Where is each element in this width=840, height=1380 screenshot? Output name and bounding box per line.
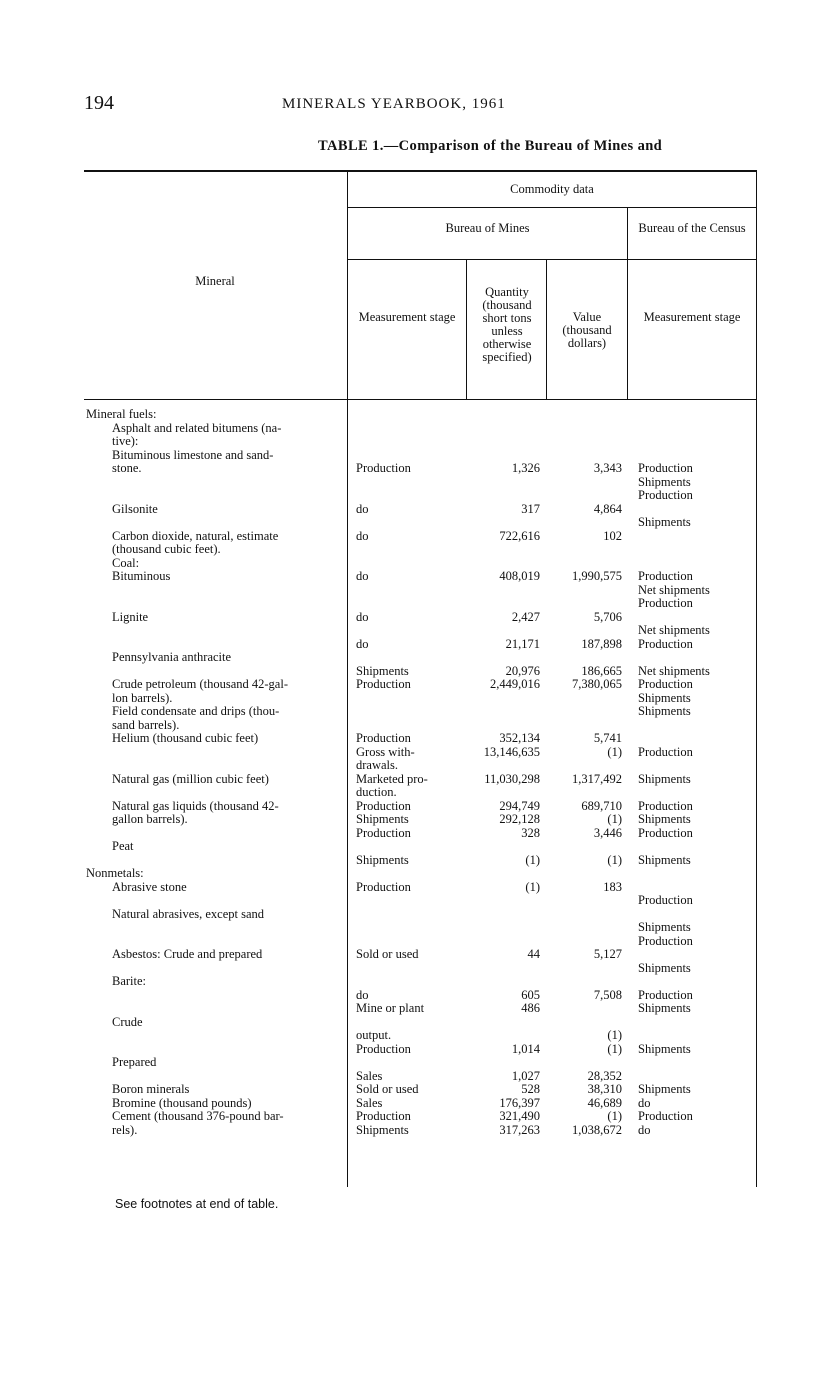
mineral-cell: Field condensate and drips (thou- <box>112 704 280 718</box>
quantity-cell: 1,027 <box>511 1068 540 1083</box>
value-cell: 1,038,672 <box>572 1122 622 1137</box>
stage-cell: do <box>356 609 369 624</box>
table-caption: TABLE 1.—Comparison of the Bureau of Mines and <box>318 138 663 154</box>
census-stage-cell: Production <box>638 596 693 610</box>
census-stage-cell: do <box>638 1122 651 1137</box>
stage-cell: Production <box>356 798 411 813</box>
value-cell: (1) <box>607 812 622 826</box>
quantity-cell: (1) <box>525 879 540 894</box>
quantity-cell: (1) <box>525 852 540 867</box>
census-stage-cell: Net shipments <box>638 623 710 637</box>
mineral-cell: Crude <box>112 1014 143 1029</box>
value-cell: 186,665 <box>581 663 622 678</box>
mineral-cell: Cement (thousand 376-pound bar- <box>112 1109 284 1123</box>
stage-cell: do <box>356 636 369 651</box>
value-cell: 102 <box>603 528 622 543</box>
mineral-cell: tive): <box>112 434 139 448</box>
value-cell: 7,508 <box>593 987 622 1002</box>
value-cell: 5,706 <box>593 609 622 624</box>
census-stage-cell: Net shipments <box>638 582 710 597</box>
quantity-cell: 352,134 <box>499 731 540 745</box>
stage-cell: do <box>356 987 369 1002</box>
census-stage-cell: Production <box>638 744 693 759</box>
mineral-cell: Bromine (thousand pounds) <box>112 1095 252 1110</box>
page-number: 194 <box>84 92 114 114</box>
census-stage-cell: Shipments <box>638 474 691 489</box>
header-value: Value (thousand dollars) <box>562 310 612 350</box>
value-cell: 689,710 <box>581 798 622 813</box>
census-stage-cell: Shipments <box>638 771 691 786</box>
stage-cell: Sales <box>356 1068 383 1083</box>
value-cell: (1) <box>607 1041 622 1056</box>
mineral-cell: Pennsylvania anthracite <box>112 650 232 664</box>
stage-cell: duction. <box>356 785 397 799</box>
col-rule-3 <box>546 260 547 400</box>
quantity-cell: 44 <box>527 947 540 961</box>
stage-cell: Production <box>356 1041 411 1056</box>
col-rule-1 <box>347 172 348 1187</box>
mineral-cell: Helium (thousand cubic feet) <box>112 731 259 745</box>
header-census-measurement-stage: Measurement stage <box>643 310 741 324</box>
value-cell: (1) <box>607 852 622 867</box>
quantity-cell: 528 <box>521 1082 540 1096</box>
mineral-cell: Boron minerals <box>112 1082 190 1096</box>
value-cell: 5,741 <box>593 731 622 745</box>
census-stage-cell: Shipments <box>638 852 691 867</box>
value-cell: 3,446 <box>593 825 622 840</box>
value-cell: 5,127 <box>593 947 622 961</box>
mineral-cell: Coal: <box>112 555 140 570</box>
footnote: See footnotes at end of table. <box>115 1197 279 1211</box>
quantity-cell: 317,263 <box>499 1122 540 1137</box>
value-cell: (1) <box>607 744 622 759</box>
census-stage-cell: Production <box>638 461 693 475</box>
stage-cell: Sold or used <box>356 947 419 961</box>
value-cell: 183 <box>603 879 622 894</box>
mineral-cell: Prepared <box>112 1055 157 1069</box>
stage-cell: Production <box>356 879 411 894</box>
census-stage-cell: Shipments <box>638 1001 691 1015</box>
value-cell: 46,689 <box>587 1095 622 1110</box>
stage-cell: Shipments <box>356 1122 409 1137</box>
census-stage-cell: Production <box>638 825 693 840</box>
census-stage-cell: Shipments <box>638 960 691 975</box>
quantity-cell: 408,019 <box>499 569 540 583</box>
value-cell: 1,990,575 <box>572 569 622 583</box>
stage-cell: Sold or used <box>356 1082 419 1096</box>
mineral-cell: Barite: <box>112 974 147 988</box>
quantity-cell: 722,616 <box>499 528 540 543</box>
census-stage-cell: Shipments <box>638 920 691 934</box>
quantity-cell: 13,146,635 <box>483 744 540 759</box>
stage-cell: Shipments <box>356 812 409 826</box>
quantity-cell: 328 <box>521 825 540 840</box>
stage-cell: Gross with- <box>356 744 415 759</box>
header-commodity-data: Commodity data <box>510 182 594 196</box>
table-top-rule <box>84 170 757 172</box>
mineral-cell: Mineral fuels: <box>86 407 157 421</box>
header-bottom-rule <box>84 399 757 400</box>
census-stage-cell: Production <box>638 488 693 502</box>
mineral-cell: Crude petroleum (thousand 42-gal- <box>112 677 288 691</box>
census-stage-cell: Production <box>638 893 693 907</box>
mineral-cell: Natural gas liquids (thousand 42- <box>112 798 279 813</box>
quantity-cell: 317 <box>521 501 540 516</box>
commodity-rule <box>348 207 757 208</box>
stage-cell: Production <box>356 825 411 840</box>
census-stage-cell: Production <box>638 1109 693 1123</box>
census-stage-cell: Shipments <box>638 515 691 529</box>
census-stage-cell: Production <box>638 987 693 1002</box>
header-mineral: Mineral <box>195 274 235 288</box>
quantity-cell: 292,128 <box>499 812 540 826</box>
census-stage-cell: do <box>638 1095 651 1110</box>
quantity-cell: 294,749 <box>499 798 540 813</box>
quantity-cell: 605 <box>521 987 540 1002</box>
census-stage-cell: Production <box>638 677 693 691</box>
header-measurement-stage: Measurement stage <box>358 310 456 324</box>
quantity-cell: 486 <box>521 1001 540 1015</box>
mineral-cell: lon barrels). <box>112 690 173 705</box>
stage-cell: Production <box>356 677 411 691</box>
mineral-cell: Bituminous limestone and sand- <box>112 447 274 462</box>
census-stage-cell: Shipments <box>638 704 691 718</box>
mineral-cell: Lignite <box>112 609 149 624</box>
census-stage-cell: Production <box>638 798 693 813</box>
value-cell: 7,380,065 <box>572 677 622 691</box>
mineral-cell: Natural abrasives, except sand <box>112 906 265 921</box>
census-stage-cell: Production <box>638 569 693 583</box>
mineral-cell: Bituminous <box>112 569 171 583</box>
mineral-cell: Carbon dioxide, natural, estimate <box>112 528 279 543</box>
mineral-cell: Gilsonite <box>112 501 158 516</box>
stage-cell: Marketed pro- <box>356 771 428 786</box>
census-stage-cell: Shipments <box>638 1041 691 1056</box>
mineral-cell: Asbestos: Crude and prepared <box>112 947 263 961</box>
census-stage-cell: Shipments <box>638 1082 691 1096</box>
quantity-cell: 321,490 <box>499 1109 540 1123</box>
quantity-cell: 21,171 <box>505 636 540 651</box>
census-stage-cell: Production <box>638 933 693 948</box>
quantity-cell: 20,976 <box>505 663 540 678</box>
census-stage-cell: Shipments <box>638 690 691 705</box>
header-bureau-of-census: Bureau of the Census <box>638 221 746 235</box>
stage-cell: do <box>356 528 369 543</box>
mineral-cell: Peat <box>112 839 134 853</box>
mineral-cell: Asphalt and related bitumens (na- <box>112 420 282 435</box>
value-cell: 187,898 <box>581 636 622 651</box>
value-cell: 3,343 <box>593 461 622 475</box>
mineral-cell: (thousand cubic feet). <box>112 542 221 556</box>
stage-cell: drawals. <box>356 758 398 772</box>
census-stage-cell: Net shipments <box>638 663 710 678</box>
quantity-cell: 1,326 <box>511 461 540 475</box>
value-cell: (1) <box>607 1109 622 1123</box>
running-header: MINERALS YEARBOOK, 1961 <box>282 96 506 112</box>
col-rule-2 <box>466 260 467 400</box>
mineral-cell: sand barrels). <box>112 717 180 732</box>
census-stage-cell: Production <box>638 636 693 651</box>
quantity-cell: 2,427 <box>511 609 540 624</box>
mineral-cell: gallon barrels). <box>112 812 188 826</box>
quantity-cell: 2,449,016 <box>490 677 540 691</box>
value-cell: 4,864 <box>593 501 622 516</box>
mineral-cell: stone. <box>112 461 142 475</box>
stage-cell: Shipments <box>356 663 409 678</box>
mineral-cell: Natural gas (million cubic feet) <box>112 771 269 786</box>
mineral-cell: Nonmetals: <box>86 866 144 880</box>
bureau-rule <box>348 259 757 260</box>
value-cell: (1) <box>607 1028 622 1042</box>
stage-cell: do <box>356 501 369 516</box>
stage-cell: do <box>356 569 369 583</box>
value-cell: 1,317,492 <box>572 771 622 786</box>
col-rule-5 <box>756 172 757 1187</box>
quantity-cell: 1,014 <box>511 1041 540 1056</box>
header-bureau-of-mines: Bureau of Mines <box>445 221 530 235</box>
stage-cell: Mine or plant <box>356 1001 425 1015</box>
stage-cell: Production <box>356 461 411 475</box>
stage-cell: Shipments <box>356 852 409 867</box>
stage-cell: Sales <box>356 1095 383 1110</box>
mineral-cell: rels). <box>112 1122 138 1137</box>
quantity-cell: 176,397 <box>499 1095 540 1110</box>
col-rule-4 <box>627 208 628 400</box>
quantity-cell: 11,030,298 <box>484 771 540 786</box>
header-quantity: Quantity (thousand short tons unless otherwise specified) <box>482 285 532 364</box>
stage-cell: output. <box>356 1028 392 1042</box>
stage-cell: Production <box>356 731 411 745</box>
stage-cell: Production <box>356 1109 411 1123</box>
mineral-cell: Abrasive stone <box>112 879 187 894</box>
value-cell: 28,352 <box>587 1068 622 1083</box>
value-cell: 38,310 <box>587 1082 622 1096</box>
census-stage-cell: Shipments <box>638 812 691 826</box>
